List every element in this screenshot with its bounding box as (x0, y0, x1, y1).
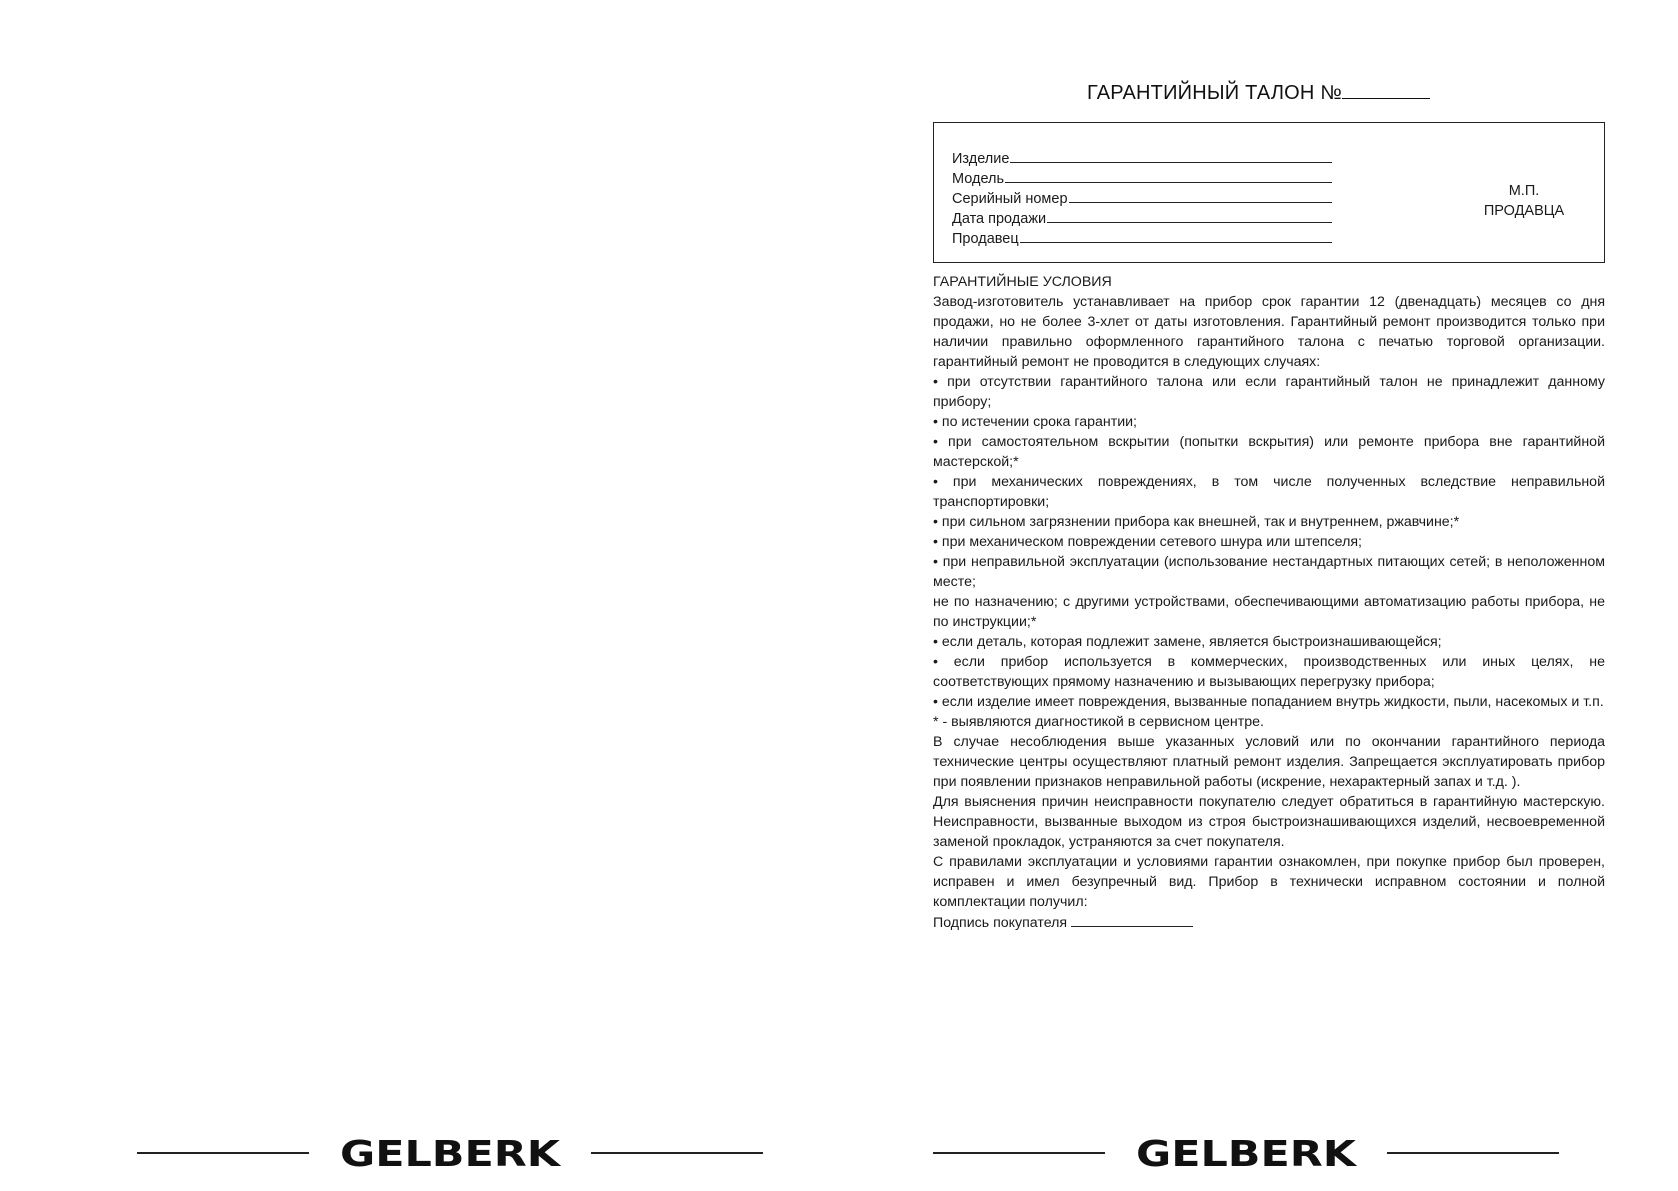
card-title-text: ГАРАНТИЙНЫЙ ТАЛОН № (1087, 82, 1342, 104)
terms-paragraph: • при сильном загрязнении прибора как внешней, так и внутреннем, ржавчине;* (933, 514, 1460, 530)
terms-paragraph: • при механическом повреждении сетевого шнура или штепселя; (933, 534, 1362, 550)
gelberk-logo (338, 1137, 562, 1169)
stamp-line-2: ПРОДАВЦА (1483, 203, 1565, 219)
terms-paragraph: Для выяснения причин неисправности покупателю следует обратиться в гарантийную мастерскую. Неисправности, вызванные выходом из строя быстроизнашивающихся изделий, несвоевременной заменой прокладок, устраняются за счет покупателя. (933, 794, 1605, 850)
field-product (952, 147, 1332, 167)
stamp-line-1: М.П. (1508, 183, 1540, 199)
card-number-line (1342, 82, 1430, 99)
field-line (1010, 162, 1332, 163)
field-line (1047, 222, 1332, 223)
terms-paragraph: • при самостоятельном вскрытии (попытки вскрытия) или ремонте прибора вне гарантийной мастерской;* (933, 434, 1605, 470)
warranty-terms (933, 272, 1605, 933)
terms-paragraph: не по назначению; с другими устройствами, обеспечивающими автоматизацию работы прибора, не по инструкции;* (933, 594, 1605, 630)
field-line (1005, 182, 1332, 183)
footer-rule-left (137, 1152, 309, 1154)
field-line (1069, 202, 1332, 203)
terms-paragraph: • при неправильной эксплуатации (использование нестандартных питающих сетей; в неположенном месте; (933, 554, 1605, 590)
field-model (952, 167, 1332, 187)
terms-title: ГАРАНТИЙНЫЕ УСЛОВИЯ (933, 274, 1112, 290)
field-label: Серийный номер (952, 191, 1068, 207)
field-label: Продавец (952, 231, 1019, 247)
warranty-card-box (933, 122, 1605, 263)
terms-paragraph: • если изделие имеет повреждения, вызванные попаданием внутрь жидкости, пыли, насекомых и т.п. (933, 694, 1604, 710)
terms-paragraph: * - выявляются диагностикой в сервисном центре. (933, 714, 1264, 730)
terms-paragraph: Завод-изготовитель устанавливает на прибор срок гарантии 12 (двенадцать) месяцев со дня продажи, но не более 3-хлет от даты изготовления. Гарантийный ремонт производится только при наличии правильно оформленного гарантийного талона с печатью торговой организации. гарантийный ремонт не проводится в следующих случаях: (933, 294, 1605, 370)
right-page (839, 0, 1678, 1191)
field-sale-date (952, 207, 1332, 227)
terms-paragraph: • при механических повреждениях, в том числе полученных вследствие неправильной транспортировки; (933, 474, 1605, 510)
footer-rule-right (1387, 1152, 1559, 1154)
field-label: Модель (952, 171, 1005, 187)
footer-rule-right (591, 1152, 763, 1154)
left-footer (0, 1137, 839, 1169)
terms-paragraph: • если деталь, которая подлежит замене, является быстроизнашивающейся; (933, 634, 1442, 650)
terms-paragraph: • по истечении срока гарантии; (933, 414, 1137, 430)
terms-paragraph: • при отсутствии гарантийного талона или если гарантийный талон не принадлежит данному прибору; (933, 374, 1605, 410)
logo-text: GELBERK (1136, 1137, 1358, 1169)
seller-stamp-area (1424, 181, 1624, 221)
right-footer (839, 1137, 1678, 1169)
warranty-card-title (839, 82, 1678, 105)
terms-paragraph: С правилами эксплуатации и условиями гарантии ознакомлен, при покупке прибор был проверен, исправен и имел безупречный вид. Прибор в технически исправном состоянии и полной комплектации получил: (933, 854, 1605, 910)
card-fields (952, 147, 1332, 247)
field-label: Изделие (952, 151, 1010, 167)
field-serial-number (952, 187, 1332, 207)
logo-text: GELBERK (340, 1137, 562, 1169)
terms-paragraph: В случае несоблюдения выше указанных условий или по окончании гарантийного периода технические центры осуществляют платный ремонт изделия. Запрещается эксплуатировать прибор при появлении признаков неправильной работы (искрение, нехарактерный запах и т.д. ). (933, 734, 1605, 790)
signature-label: Подпись покупателя (933, 915, 1068, 931)
gelberk-logo (1134, 1137, 1358, 1169)
field-label: Дата продажи (952, 211, 1047, 227)
field-line (1020, 242, 1332, 243)
field-seller (952, 227, 1332, 247)
footer-rule-left (933, 1152, 1105, 1154)
terms-paragraph: • если прибор используется в коммерческих, производственных или иных целях, не соответствующих прямому назначению и вызывающих перегрузку прибора; (933, 654, 1605, 690)
signature-line (1071, 912, 1193, 927)
buyer-signature (933, 912, 1605, 933)
